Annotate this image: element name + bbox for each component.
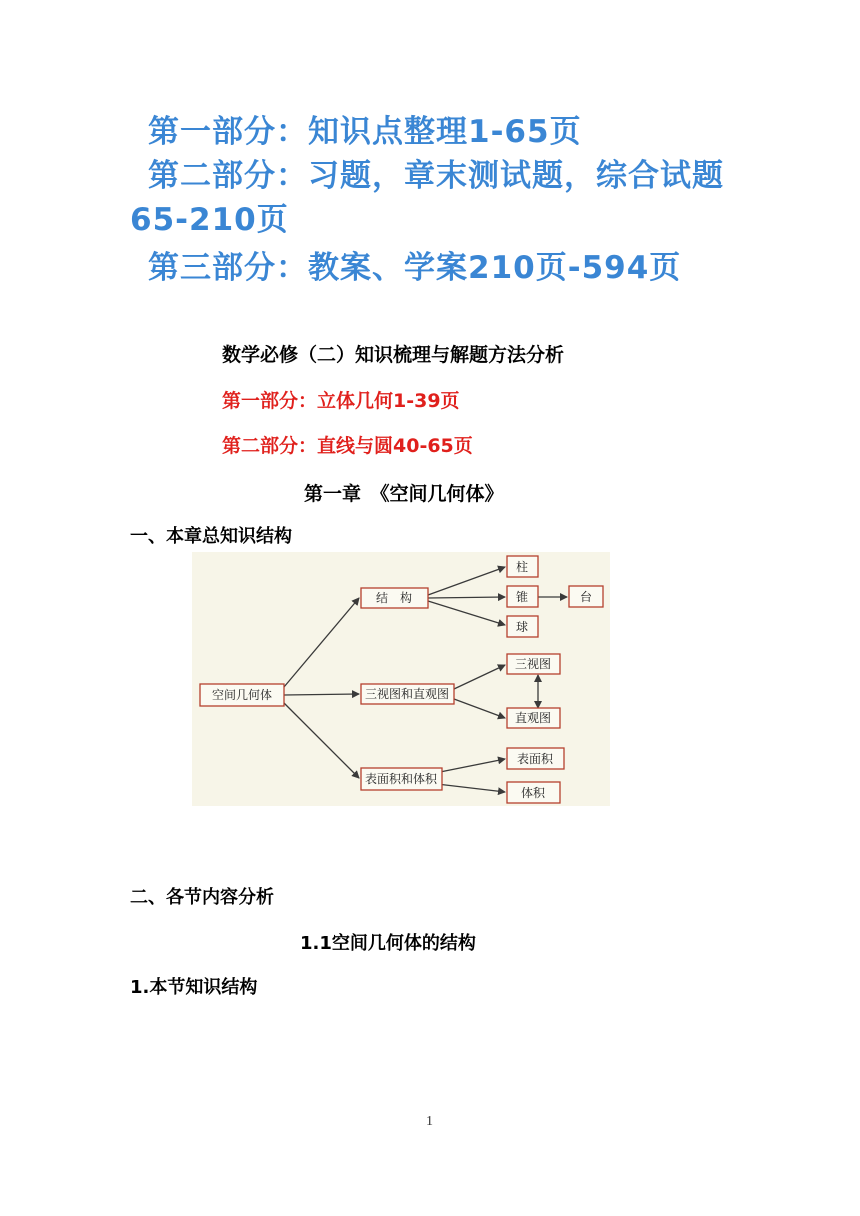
intro-line-2: 第二部分：习题，章末测试题，综合试题 xyxy=(148,158,724,194)
node-prism xyxy=(507,556,538,577)
edge-structure-prism xyxy=(428,567,505,595)
svg-text:柱: 柱 xyxy=(515,560,529,574)
node-frustum xyxy=(569,586,603,607)
node-views xyxy=(361,684,454,704)
svg-text:直观图: 直观图 xyxy=(514,711,552,725)
node-volume xyxy=(507,782,560,803)
svg-text:三视图: 三视图 xyxy=(514,657,552,671)
edge-views-threeview xyxy=(454,665,505,689)
intro-line-3: 第三部分：教案、学案210页-594页 xyxy=(148,250,682,286)
node-three-view xyxy=(507,654,560,674)
svg-text:台: 台 xyxy=(579,590,593,604)
edge-structure-sphere xyxy=(428,601,505,625)
section-heading-analysis: 二、各节内容分析 xyxy=(130,887,274,908)
chapter-title: 第一章 《空间几何体》 xyxy=(304,483,504,505)
svg-text:表面积和体积: 表面积和体积 xyxy=(364,772,438,786)
section-heading-overview: 一、本章总知识结构 xyxy=(130,526,292,547)
item-heading: 1.本节知识结构 xyxy=(130,977,258,998)
knowledge-structure-diagram xyxy=(192,552,610,806)
subsection-title: 1.1空间几何体的结构 xyxy=(300,933,476,954)
intro-line-2-cont: 65-210页 xyxy=(130,202,289,238)
node-cone xyxy=(507,586,538,607)
node-space-geometry xyxy=(200,684,284,706)
node-surface-area xyxy=(507,748,564,769)
page-number: 1 xyxy=(426,1114,433,1129)
document-title: 数学必修（二）知识梳理与解题方法分析 xyxy=(222,344,565,366)
node-sphere xyxy=(507,616,538,637)
edge-root-views xyxy=(284,694,359,695)
edge-views-directview xyxy=(454,699,505,718)
svg-text:三视图和直观图: 三视图和直观图 xyxy=(364,687,450,701)
part-one-label: 第一部分：立体几何1-39页 xyxy=(222,390,460,412)
svg-text:锥: 锥 xyxy=(515,590,529,604)
svg-text:空间几何体: 空间几何体 xyxy=(211,688,273,702)
edge-structure-cone xyxy=(428,597,505,598)
intro-line-1: 第一部分：知识点整理1-65页 xyxy=(148,114,582,150)
svg-text:表面积: 表面积 xyxy=(516,752,554,766)
svg-text:结 构: 结 构 xyxy=(375,591,413,605)
node-direct-view xyxy=(507,708,560,728)
node-structure xyxy=(361,588,428,608)
node-area-volume xyxy=(361,768,442,790)
svg-text:球: 球 xyxy=(515,620,529,634)
svg-text:体积: 体积 xyxy=(520,786,546,800)
edge-root-structure xyxy=(284,598,359,687)
edge-root-area xyxy=(284,703,359,778)
part-two-label: 第二部分：直线与圆40-65页 xyxy=(222,435,473,457)
